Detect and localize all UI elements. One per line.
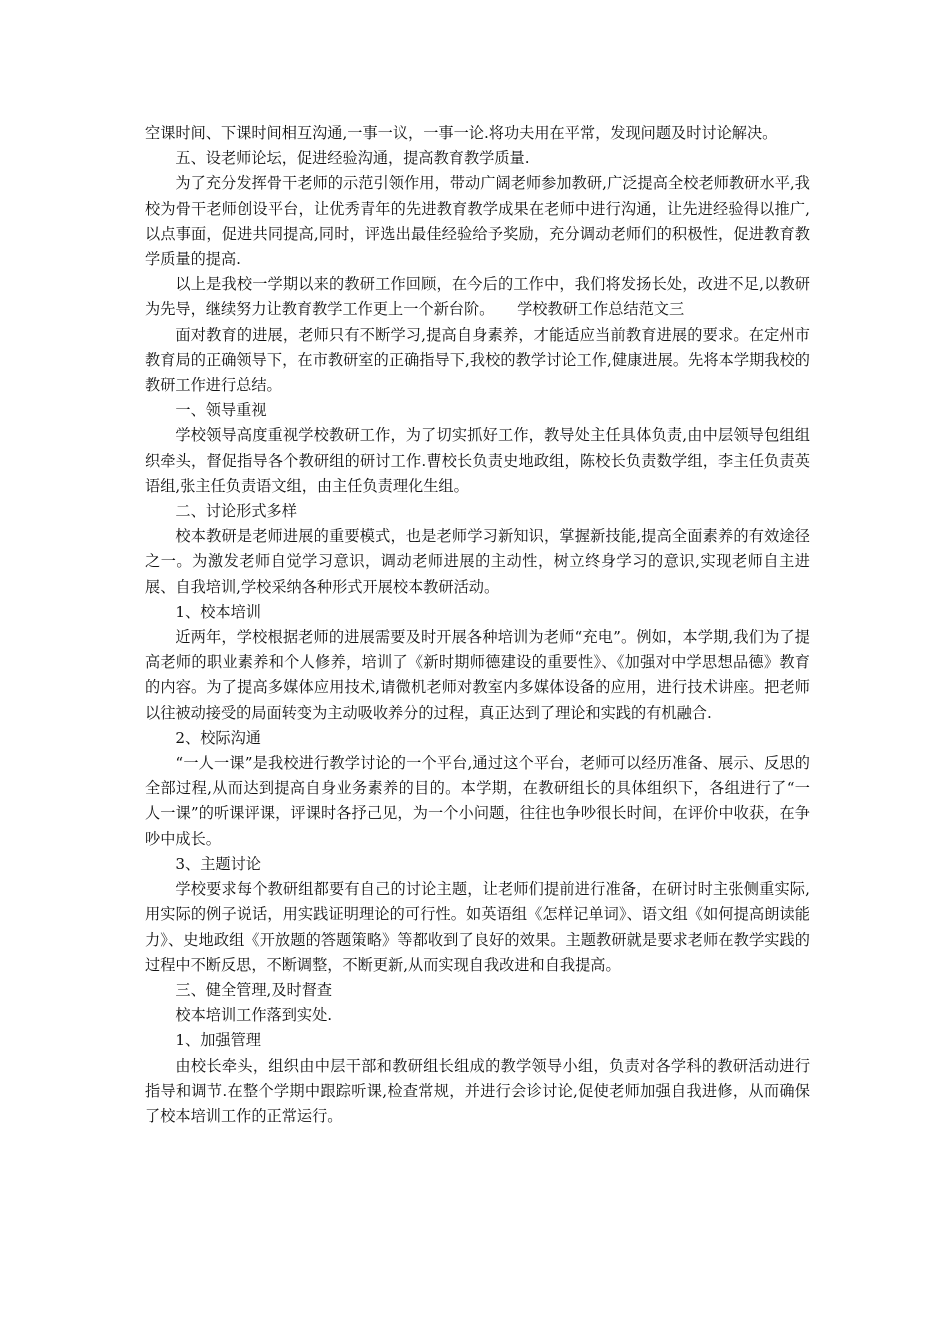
- paragraph: 由校长牵头，组织由中层干部和教研组长组成的教学领导小组，负责对各学科的教研活动进行指导和调节.在整个学期中跟踪听课,检查常规，并进行会诊讨论,促使老师加强自我进修，从而确保了校本培训工作的正常运行。: [145, 1056, 810, 1125]
- paragraph: 面对教育的进展，老师只有不断学习,提高自身素养，才能适应当前教育进展的要求。在定州市教育局的正确领导下，在市教研室的正确指导下,我校的教学讨论工作,健康进展。先将本学期我校的教研工作进行总结。: [145, 325, 810, 395]
- paragraph: “一人一课”是我校进行教学讨论的一个平台,通过这个平台，老师可以经历准备、展示、反思的全部过程,从而达到提高自身业务素养的目的。本学期，在教研组长的具体组织下，各组进行了“一人一课”的听课评课，评课时各抒己见，为一个小问题，往往也争吵很长时间，在评价中收获，在争吵中成长。: [145, 754, 810, 848]
- paragraph: 校本培训工作落到实处.: [175, 1006, 333, 1025]
- subsection-heading: 3、主题讨论: [175, 854, 261, 873]
- paragraph: 学校要求每个教研组都要有自己的讨论主题，让老师们提前进行准备，在研讨时主张侧重实际,用实际的例子说话，用实践证明理论的可行性。如英语组《怎样记单词》、语文组《如何提高朗读能力》、史地政组《开放题的答题策略》等都收到了良好的效果。主题教研就是要求老师在教学实践的过程中不断反思，不断调整，不断更新,从而实现自我改进和自我提高。: [145, 880, 810, 974]
- paragraph: 校本教研是老师进展的重要模式，也是老师学习新知识，掌握新技能,提高全面素养的有效途径之一。为激发老师自觉学习意识，调动老师进展的主动性，树立终身学习的意识,实现老师自主进展、自我培训,学校采纳各种形式开展校本教研活动。: [145, 527, 810, 596]
- section-heading: 三、健全管理,及时督查: [175, 980, 333, 999]
- paragraph: 学校领导高度重视学校教研工作，为了切实抓好工作，教导处主任具体负责,由中层领导包组组织牵头，督促指导各个教研组的研讨工作.曹校长负责史地政组，陈校长负责数学组，李主任负责英语组,张主任负责语文组，由主任负责理化生组。: [145, 426, 810, 495]
- section-heading: 一、领导重视: [175, 401, 267, 420]
- paragraph: 近两年，学校根据老师的进展需要及时开展各种培训为老师“充电”。例如，本学期,我们为了提高老师的职业素养和个人修养，培训了《新时期师德建设的重要性》、《加强对中学思想品德》教育的内容。为了提高多媒体应用技术,请微机老师对教室内多媒体设备的应用，进行技术讲座。把老师以往被动接受的局面转变为主动吸收养分的过程，真正达到了理论和实践的有机融合.: [145, 628, 810, 722]
- section-heading: 五、设老师论坛，促进经验沟通，提高教育教学质量.: [175, 149, 530, 168]
- document-page: [145, 121, 810, 1129]
- paragraph: 以上是我校一学期以来的教研工作回顾，在今后的工作中，我们将发扬长处，改进不足,以教研为先导，继续努力让教育教学工作更上一个新台阶。 学校教研工作总结范文三: [145, 275, 810, 319]
- subsection-heading: 1、加强管理: [175, 1031, 261, 1050]
- subsection-heading: 2、校际沟通: [175, 728, 261, 747]
- paragraph: 空课时间、下课时间相互沟通,一事一议，一事一论.将功夫用在平常，发现问题及时讨论解决。: [145, 124, 778, 142]
- subsection-heading: 1、校本培训: [175, 602, 261, 621]
- section-heading: 二、讨论形式多样: [175, 502, 297, 521]
- paragraph: 为了充分发挥骨干老师的示范引领作用，带动广阔老师参加教研,广泛提高全校老师教研水平,我校为骨干老师创设平台，让优秀青年的先进教育教学成果在老师中进行沟通，让先进经验得以推广,以点事面，促进共同提高,同时，评选出最佳经验给予奖励，充分调动老师们的积极性，促进教育教学质量的提高.: [145, 174, 810, 269]
